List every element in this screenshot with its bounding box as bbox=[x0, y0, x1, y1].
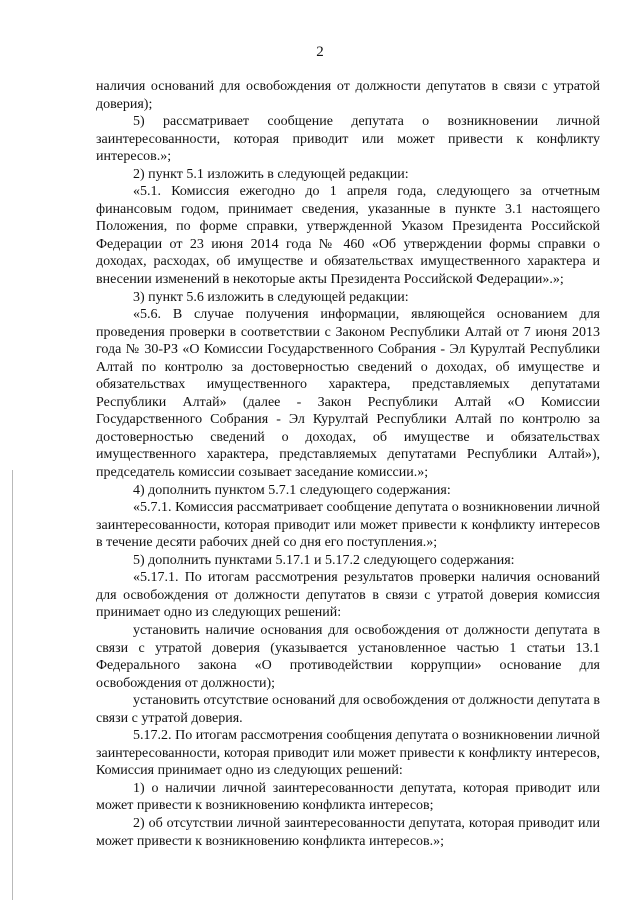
paragraph-clause-5-17-2: 5.17.2. По итогам рассмотрения сообщения депутата о возникновении личной заинтересованности, которая приводит или может привести к конфликту интересов, Комиссия принимает одно из следующих решений: bbox=[96, 728, 600, 779]
paragraph-amend-5-7-1: 4) дополнить пунктом 5.7.1 следующего содержания: bbox=[133, 482, 451, 498]
scan-edge-line bbox=[12, 470, 13, 900]
paragraph-decision-presence: установить наличие основания для освобождения от должности депутата в связи с утратой доверия (указывается установленное частью 1 статьи 13.1 Федерального закона «О противодействии коррупции» основание для освобождения от должности); bbox=[96, 622, 600, 691]
paragraph-clause-5-6: «5.6. В случае получения информации, являющейся основанием для проведения проверки в соответствии с Законом Республики Алтай от 7 июня 2013 года № 30-РЗ «О Комиссии Государственного Собрания - Эл Курултай Республики Алтай по контролю за достоверностью сведений о доходах, об имуществе и обязательствах имущественного характера, представляемых депутатами Республики Алтай» (далее - Закон Республики Алтай «О Комиссии Государственного Собрания - Эл Курултай Республики Алтай по контролю за достоверностью сведений о доходах, об имуществе и обязательствах имущественного характера, представляемых депутатами Республики Алтай»), председатель комиссии созывает заседание комиссии.»; bbox=[96, 307, 600, 481]
page-number: 2 bbox=[316, 44, 324, 60]
document-body bbox=[96, 78, 600, 850]
paragraph-amend-5-6: 3) пункт 5.6 изложить в следующей редакции: bbox=[133, 289, 409, 305]
paragraph-amend-5-17: 5) дополнить пунктами 5.17.1 и 5.17.2 следующего содержания: bbox=[133, 552, 515, 568]
paragraph-clause-5-7-1: «5.7.1. Комиссия рассматривает сообщение депутата о возникновении личной заинтересованности, которая приводит или может привести к конфликту интересов в течение десяти рабочих дней со дня его поступления.»; bbox=[96, 500, 600, 551]
paragraph-continuation: наличия оснований для освобождения от должности депутатов в связи с утратой доверия); bbox=[96, 79, 600, 112]
paragraph-decision-absence: установить отсутствие оснований для освобождения от должности депутата в связи с утратой доверия. bbox=[96, 693, 600, 726]
paragraph-decision-2: 2) об отсутствии личной заинтересованности депутата, которая приводит или может привести к возникновению конфликта интересов.»; bbox=[96, 815, 600, 849]
paragraph-amend-5-1: 2) пункт 5.1 изложить в следующей редакции: bbox=[133, 166, 409, 182]
paragraph-clause-5-17-1: «5.17.1. По итогам рассмотрения результатов проверки наличия оснований для освобождения от должности депутатов в связи с утратой доверия комиссия принимает одно из следующих решений: bbox=[96, 570, 600, 621]
paragraph-decision-1: 1) о наличии личной заинтересованности депутата, которая приводит или может привести к возникновению конфликта интересов; bbox=[96, 780, 600, 814]
paragraph-clause-5-1: «5.1. Комиссия ежегодно до 1 апреля года, следующего за отчетным финансовым годом, принимает сведения, указанные в пункте 3.1 настоящего Положения, по форме справки, утвержденной Указом Президента Российской Федерации от 23 июня 2014 года № 460 «Об утверждении формы справки о доходах, расходах, об имуществе и обязательствах имущественного характера и внесении изменений в некоторые акты Президента Российской Федерации».»; bbox=[96, 184, 600, 288]
paragraph-item-5: 5) рассматривает сообщение депутата о возникновении личной заинтересованности, которая приводит или может привести к конфликту интересов.»; bbox=[96, 114, 600, 165]
